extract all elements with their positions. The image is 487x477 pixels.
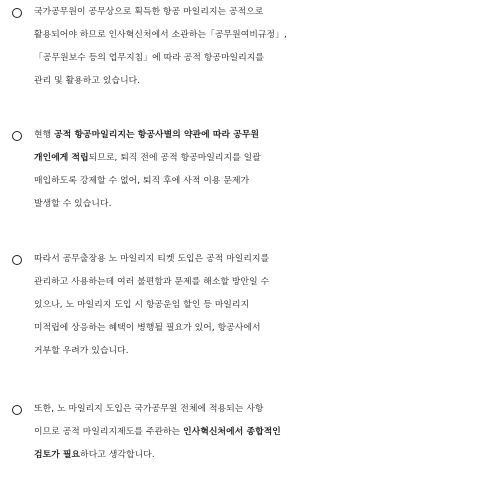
text-run: 따라서 공무출장용 노 마일리지 티켓 도입은 공적 마일리지를 [34, 254, 270, 264]
text-run: 「공무원보수 등의 업무지침」에 따라 공적 항공마일리지를 [34, 53, 265, 63]
text-run: 있으나, 노 마일리지 도입 시 항공운임 할인 등 마일리지 [34, 300, 250, 310]
text-run: 또한, 노 마일리지 도입은 국가공무원 전체에 적용되는 사항 [34, 404, 264, 414]
text-run-bold: 검토가 필요 [34, 450, 81, 460]
bullet-circle-icon [12, 405, 22, 415]
text-run: 매입하도록 강제할 수 없어, 퇴직 후에 사적 이용 문제가 [34, 176, 250, 186]
paragraph-line [34, 26, 484, 44]
bullet-circle-icon [12, 8, 22, 18]
text-run: 발생할 수 있습니다. [34, 199, 112, 209]
text-run: 미적립에 상응하는 혜택이 병행될 필요가 있어, 항공사에서 [34, 323, 261, 333]
bullet-circle-icon [12, 131, 22, 141]
text-run-bold: 공적 항공마일리지는 항공사별의 약관에 따라 공무원 [54, 130, 260, 140]
text-run: 이므로 공적 마일리지제도를 주관하는 [34, 427, 184, 437]
text-run: 현행 [34, 130, 55, 140]
paragraph-line [34, 400, 484, 418]
text-run: 활용되어야 하므로 인사혁신처에서 소관하는「공무원여비규정」, [34, 30, 287, 40]
text-run-bold: 인사혁신처에서 종합적인 [183, 427, 281, 437]
text-run: 되므로, 퇴직 전에 공적 항공마일리지를 일괄 [88, 153, 261, 163]
paragraph-line [34, 296, 484, 314]
paragraph-line [34, 342, 484, 360]
paragraph-line [34, 72, 484, 90]
text-run: 국가공무원이 공무상으로 획득한 항공 마일리지는 공적으로 [34, 7, 264, 17]
paragraph-line [34, 3, 484, 21]
text-run: 하다고 생각합니다. [80, 450, 155, 460]
text-run: 거부할 우려가 있습니다. [34, 346, 129, 356]
paragraph-line [34, 149, 484, 167]
paragraph-line [34, 423, 484, 441]
paragraph-line [34, 49, 484, 67]
text-run-bold: 개인에게 적립 [34, 153, 89, 163]
text-run: 관리하고 사용하는데 여러 불편함과 문제를 해소할 방안일 수 [34, 277, 270, 287]
paragraph-line [34, 250, 484, 268]
paragraph-line [34, 319, 484, 337]
paragraph-line [34, 195, 484, 213]
bullet-circle-icon [12, 255, 22, 265]
paragraph-line [34, 273, 484, 291]
paragraph-line [34, 126, 484, 144]
paragraph-line [34, 172, 484, 190]
text-run: 관리 및 활용하고 있습니다. [34, 76, 141, 86]
paragraph-line [34, 446, 484, 464]
